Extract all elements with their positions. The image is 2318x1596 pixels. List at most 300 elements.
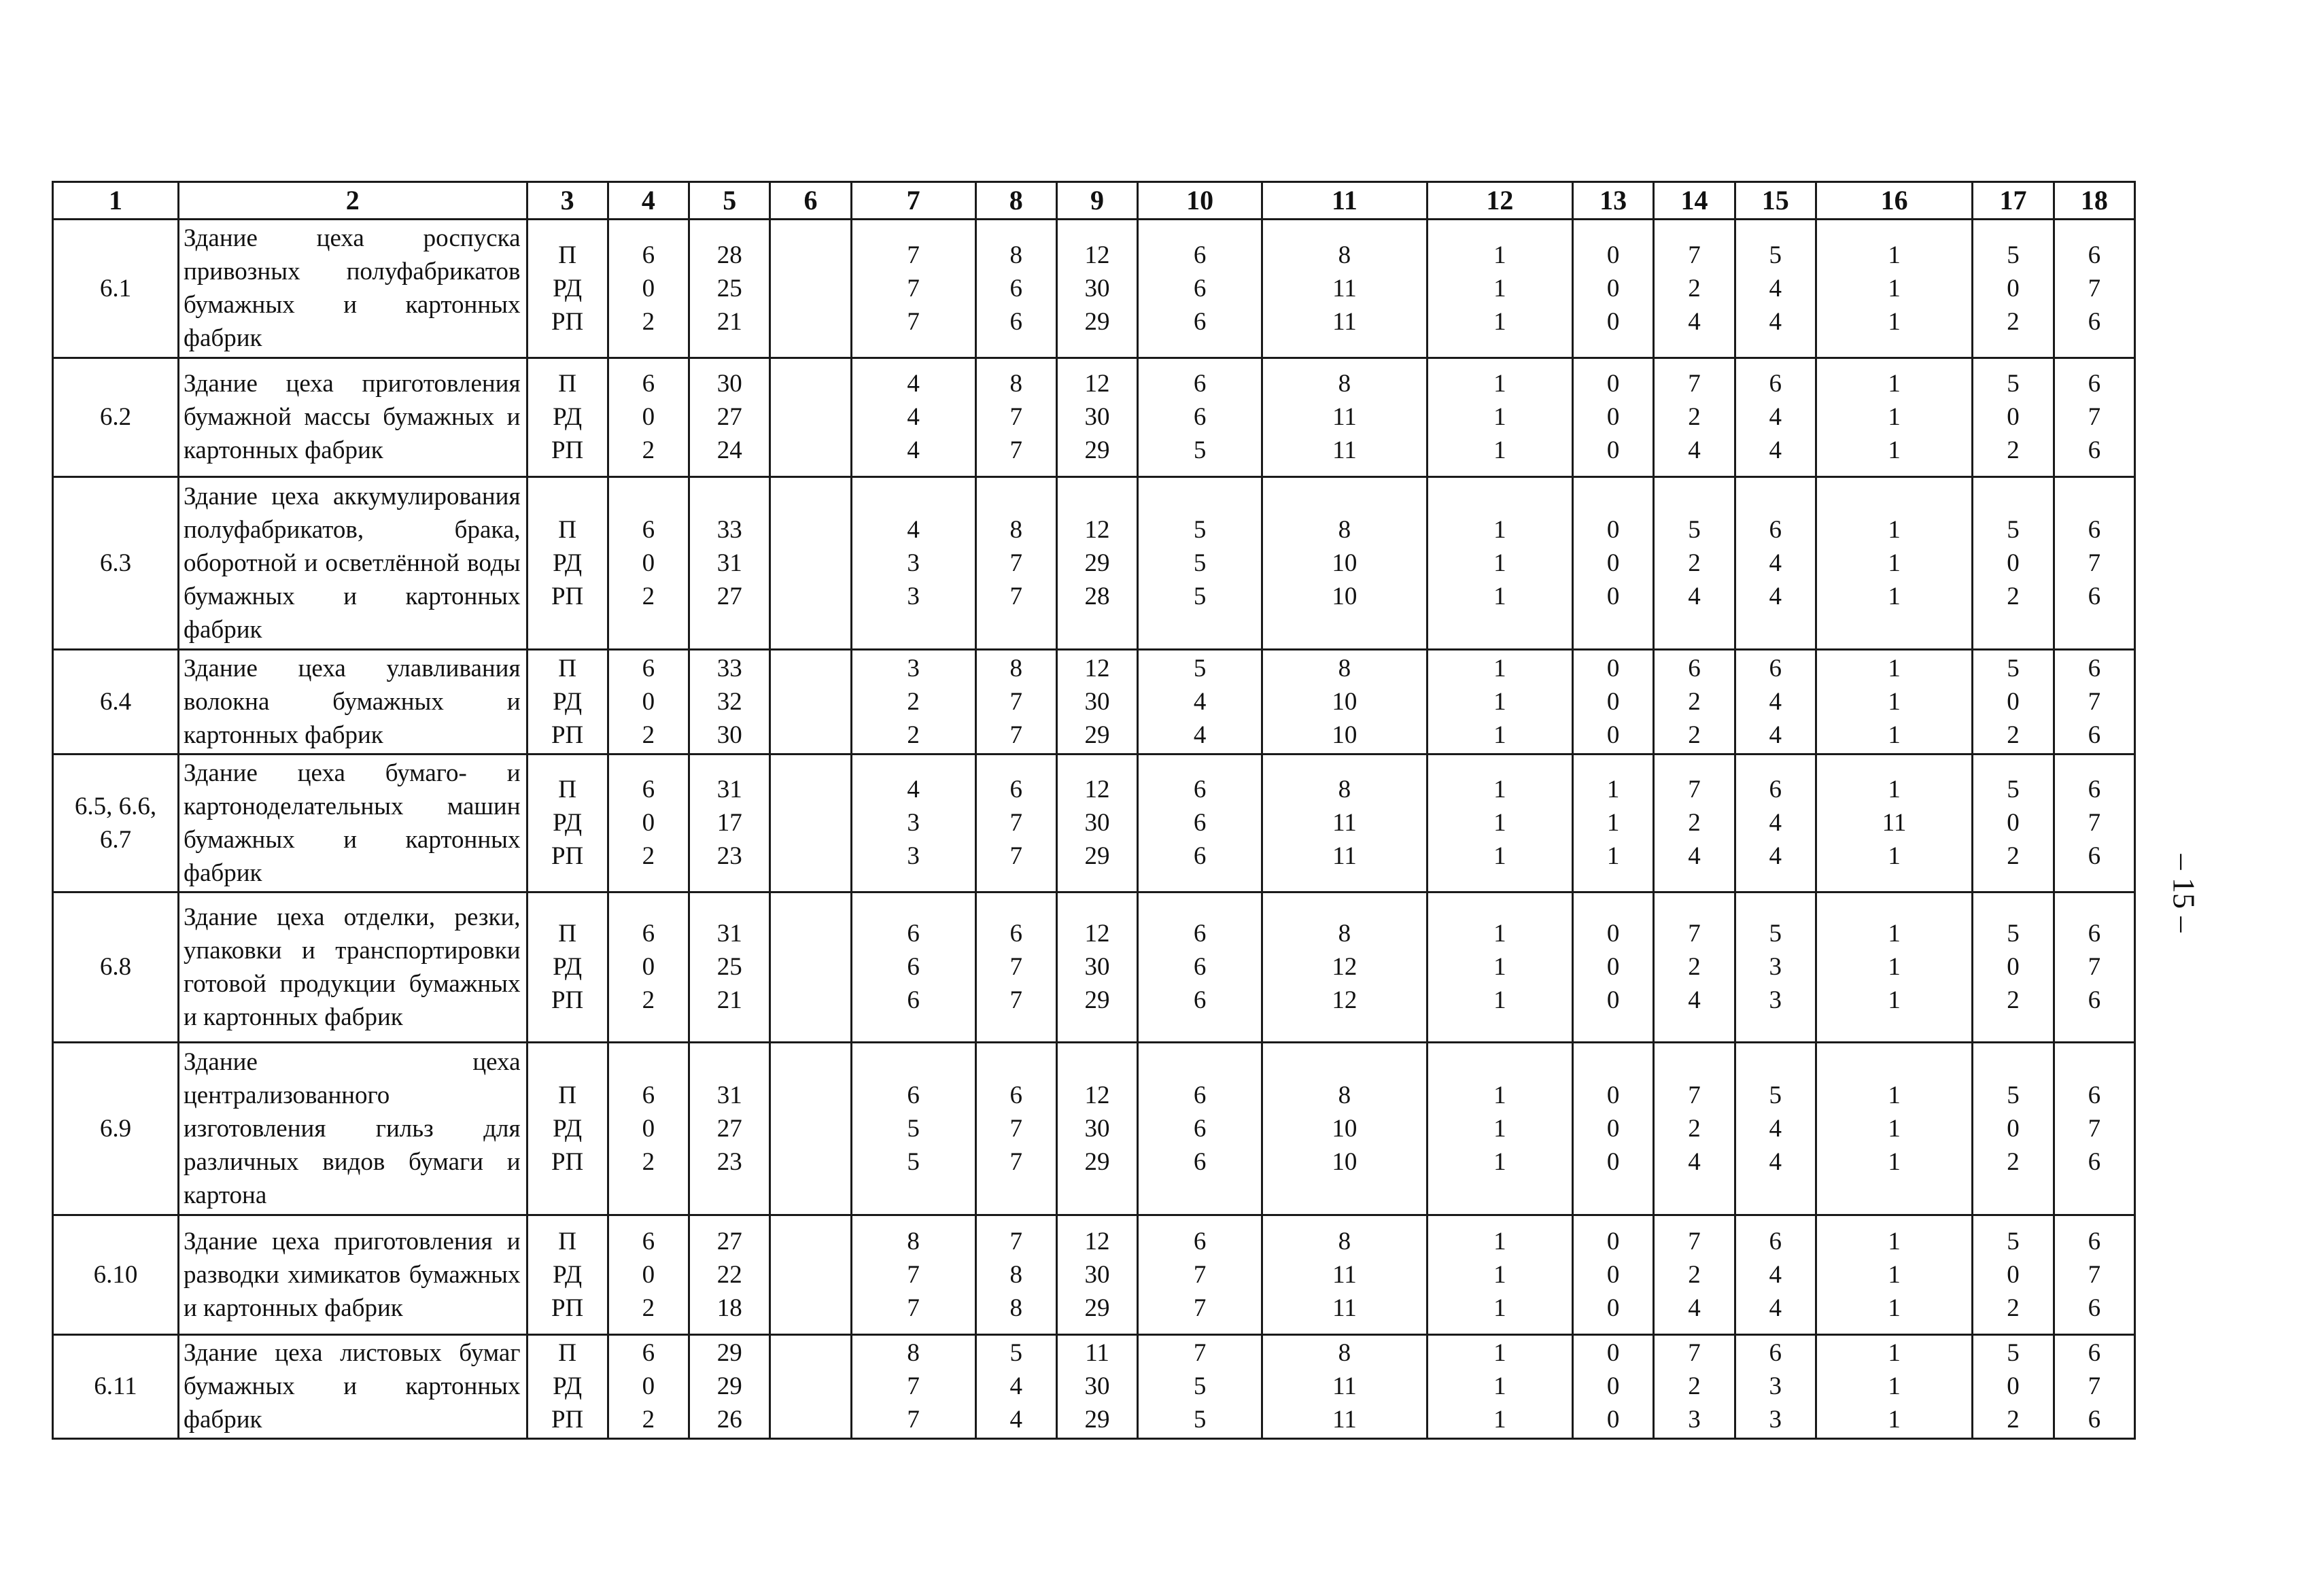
cell-value: 0	[1606, 1114, 1620, 1143]
cell-value: 2	[1688, 721, 1701, 749]
cell-value: 1	[1493, 1227, 1506, 1255]
cell-value: 5	[2007, 370, 2020, 398]
cell-value: 0	[2007, 274, 2020, 302]
cell-value: 1	[1493, 549, 1506, 578]
value-cell-col-15	[1735, 220, 1816, 358]
cell-value: РП	[551, 986, 584, 1015]
value-cell-col-3	[527, 1215, 608, 1334]
cell-value: 6	[642, 516, 655, 544]
value-cell-col-4	[608, 892, 689, 1043]
cell-value: 1	[1493, 687, 1506, 716]
cell-value: П	[558, 1081, 576, 1109]
value-cell-col-6	[770, 1334, 851, 1438]
cell-value: 10	[1332, 1114, 1357, 1143]
cell-value: 0	[642, 809, 655, 837]
cell-value: 8	[1009, 370, 1022, 398]
cell-value: 6	[2088, 307, 2101, 336]
cell-value: 7	[1193, 1260, 1207, 1289]
cell-value: 4	[1688, 1147, 1701, 1176]
cell-value: 0	[1606, 241, 1620, 269]
cell-value: 11	[1332, 842, 1357, 871]
cell-value: 8	[1009, 1294, 1022, 1322]
cell-value: РД	[553, 274, 583, 302]
cell-value: 3	[907, 654, 920, 682]
value-cell-col-13	[1573, 358, 1654, 477]
cell-value: 7	[1193, 1294, 1207, 1322]
cell-value: 8	[1009, 516, 1022, 544]
cell-value: 29	[1084, 1406, 1110, 1434]
row-number: 6.3	[53, 477, 179, 650]
cell-value: 4	[907, 370, 920, 398]
cell-value: 21	[716, 986, 742, 1015]
value-cell-col-14	[1654, 1215, 1735, 1334]
row-number: 6.2	[53, 358, 179, 477]
cell-value: 7	[1009, 687, 1022, 716]
cell-value: 0	[1606, 274, 1620, 302]
value-cell-col-16	[1816, 477, 1972, 650]
row-description: Здание цеха улавливания волокна бумажных и картонных фабрик	[178, 650, 527, 754]
cell-value: 6	[1193, 953, 1207, 982]
value-cell-col-12	[1427, 477, 1572, 650]
value-cell-col-18	[2054, 650, 2134, 754]
cell-value: 4	[1009, 1372, 1022, 1401]
value-cell-col-15	[1735, 1334, 1816, 1438]
cell-value: 8	[1338, 1227, 1351, 1255]
cell-value: 1	[1888, 1294, 1901, 1322]
cell-value: 18	[716, 1294, 742, 1322]
row-description: Здание цеха приготовления и разводки химикатов бумажных и картонных фабрик	[178, 1215, 527, 1334]
cell-value: 1	[1888, 1406, 1901, 1434]
value-cell-col-12	[1427, 1042, 1572, 1215]
value-cell-col-7	[851, 1042, 975, 1215]
header-row	[53, 182, 2135, 220]
value-cell-col-10	[1138, 358, 1262, 477]
cell-value: 28	[716, 241, 742, 269]
cell-value: 7	[2088, 403, 2101, 432]
cell-value: 2	[2007, 842, 2020, 871]
cell-value: 6	[2088, 516, 2101, 544]
header-cell-10: 10	[1138, 182, 1262, 220]
cell-value: 30	[1084, 274, 1110, 302]
value-cell-col-15	[1735, 358, 1816, 477]
cell-value: 1	[1493, 1339, 1506, 1368]
cell-value: 1	[1888, 1114, 1901, 1143]
cell-value: 5	[1009, 1339, 1022, 1368]
cell-value: 6	[2088, 583, 2101, 611]
cell-value: 6	[1193, 1147, 1207, 1176]
cell-value: 1	[1493, 516, 1506, 544]
cell-value: 0	[2007, 403, 2020, 432]
cell-value: 7	[1009, 403, 1022, 432]
cell-value: 7	[1009, 583, 1022, 611]
cell-value: 30	[1084, 809, 1110, 837]
cell-value: 0	[1606, 1372, 1620, 1401]
cell-value: 6	[1193, 842, 1207, 871]
cell-value: 1	[1888, 549, 1901, 578]
cell-value: 2	[1688, 1372, 1701, 1401]
cell-value: 7	[907, 1294, 920, 1322]
value-cell-col-16	[1816, 650, 1972, 754]
cell-value: 0	[2007, 549, 2020, 578]
header-cell-6: 6	[770, 182, 851, 220]
value-cell-col-17	[1973, 1334, 2054, 1438]
cell-value: 7	[1688, 1339, 1701, 1368]
cell-value: 1	[1888, 403, 1901, 432]
cell-value: 1	[1888, 241, 1901, 269]
cell-value: 11	[1332, 1372, 1357, 1401]
value-cell-col-14	[1654, 1334, 1735, 1438]
cell-value: РД	[553, 1114, 583, 1143]
cell-value: 2	[642, 721, 655, 749]
value-cell-col-9	[1056, 754, 1137, 892]
cell-value: РП	[551, 842, 584, 871]
cell-value: 1	[1493, 842, 1506, 871]
cell-value: 7	[1009, 549, 1022, 578]
cell-value: 6	[2088, 920, 2101, 948]
cell-value: 0	[1606, 986, 1620, 1015]
cell-value: 11	[1332, 809, 1357, 837]
cell-value: 7	[907, 1372, 920, 1401]
cell-value: 1	[1888, 1081, 1901, 1109]
value-cell-col-11	[1262, 892, 1428, 1043]
value-cell-col-17	[1973, 220, 2054, 358]
cell-value: 0	[2007, 1114, 2020, 1143]
cell-value: 11	[1332, 307, 1357, 336]
cell-value: 30	[1084, 1114, 1110, 1143]
value-cell-col-15	[1735, 1215, 1816, 1334]
cell-value: 2	[2007, 436, 2020, 465]
value-cell-col-4	[608, 754, 689, 892]
cell-value: 11	[1332, 1260, 1357, 1289]
value-cell-col-5	[689, 1215, 770, 1334]
cell-value: 2	[1688, 809, 1701, 837]
cell-value: 4	[1769, 1147, 1782, 1176]
cell-value: 1	[1888, 986, 1901, 1015]
table-row	[53, 477, 2135, 650]
cell-value: 30	[1084, 687, 1110, 716]
cell-value: 2	[642, 842, 655, 871]
cell-value: 7	[1009, 1147, 1022, 1176]
cell-value: 28	[1084, 583, 1110, 611]
cell-value: 8	[1338, 370, 1351, 398]
cell-value: 7	[1009, 986, 1022, 1015]
cell-value: 5	[1193, 654, 1207, 682]
cell-value: 5	[2007, 1339, 2020, 1368]
cell-value: 11	[1332, 1406, 1357, 1434]
cell-value: 4	[907, 403, 920, 432]
cell-value: 6	[1193, 776, 1207, 804]
cell-value: 7	[1688, 776, 1701, 804]
cell-value: П	[558, 654, 576, 682]
row-number: 6.1	[53, 220, 179, 358]
cell-value: 4	[1769, 1294, 1782, 1322]
value-cell-col-18	[2054, 358, 2134, 477]
cell-value: 2	[642, 583, 655, 611]
cell-value: 1	[1888, 516, 1901, 544]
value-cell-col-18	[2054, 1334, 2134, 1438]
value-cell-col-5	[689, 754, 770, 892]
cell-value: 29	[1084, 986, 1110, 1015]
cell-value: 7	[2088, 953, 2101, 982]
table-row	[53, 650, 2135, 754]
value-cell-col-15	[1735, 1042, 1816, 1215]
cell-value: 5	[2007, 241, 2020, 269]
cell-value: 7	[1688, 920, 1701, 948]
cell-value: 1	[1493, 1372, 1506, 1401]
header-cell-4: 4	[608, 182, 689, 220]
cell-value: 0	[642, 403, 655, 432]
table-row	[53, 1334, 2135, 1438]
cell-value: 12	[1084, 370, 1110, 398]
cell-value: 30	[716, 721, 742, 749]
cell-value: 11	[1332, 1294, 1357, 1322]
page-number: – 15 –	[2166, 854, 2202, 933]
cell-value: 10	[1332, 687, 1357, 716]
cell-value: 1	[1493, 370, 1506, 398]
cell-value: 6	[642, 241, 655, 269]
cell-value: 0	[642, 1372, 655, 1401]
cell-value: 3	[1769, 1406, 1782, 1434]
cell-value: 6	[642, 1339, 655, 1368]
cell-value: 6	[1009, 307, 1022, 336]
cell-value: РД	[553, 1372, 583, 1401]
cell-value: 6	[1193, 403, 1207, 432]
cell-value: 10	[1332, 721, 1357, 749]
value-cell-col-18	[2054, 892, 2134, 1043]
table-body	[53, 220, 2135, 1439]
cell-value: 33	[716, 516, 742, 544]
value-cell-col-11	[1262, 1334, 1428, 1438]
value-cell-col-4	[608, 1042, 689, 1215]
table-header	[53, 182, 2135, 220]
value-cell-col-18	[2054, 754, 2134, 892]
cell-value: 2	[642, 436, 655, 465]
value-cell-col-11	[1262, 754, 1428, 892]
cell-value: 7	[1688, 1227, 1701, 1255]
cell-value: 6	[2088, 436, 2101, 465]
cell-value: 1	[1888, 1227, 1901, 1255]
value-cell-col-5	[689, 1042, 770, 1215]
cell-value: 0	[2007, 953, 2020, 982]
cell-value: 11	[1332, 403, 1357, 432]
cell-value: 0	[1606, 1081, 1620, 1109]
cell-value: РД	[553, 1260, 583, 1289]
cell-value: 4	[1688, 842, 1701, 871]
value-cell-col-10	[1138, 477, 1262, 650]
cell-value: РД	[553, 403, 583, 432]
cell-value: 1	[1888, 274, 1901, 302]
cell-value: 8	[1009, 241, 1022, 269]
cell-value: 4	[907, 776, 920, 804]
value-cell-col-8	[975, 220, 1056, 358]
cell-value: 1	[1493, 920, 1506, 948]
value-cell-col-12	[1427, 754, 1572, 892]
cell-value: 4	[1769, 842, 1782, 871]
cell-value: 4	[1193, 721, 1207, 749]
cell-value: РД	[553, 549, 583, 578]
value-cell-col-5	[689, 358, 770, 477]
cell-value: 25	[716, 274, 742, 302]
value-cell-col-18	[2054, 477, 2134, 650]
cell-value: 0	[1606, 1260, 1620, 1289]
cell-value: 31	[716, 1081, 742, 1109]
cell-value: 0	[1606, 516, 1620, 544]
cell-value: 0	[1606, 721, 1620, 749]
cell-value: 0	[1606, 1339, 1620, 1368]
cell-value: 1	[1493, 403, 1506, 432]
value-cell-col-5	[689, 650, 770, 754]
cell-value: 1	[1606, 776, 1620, 804]
cell-value: 6	[1193, 1114, 1207, 1143]
cell-value: 6	[2088, 1081, 2101, 1109]
cell-value: 6	[642, 654, 655, 682]
cell-value: П	[558, 1227, 576, 1255]
cell-value: 2	[1688, 953, 1701, 982]
cell-value: РП	[551, 1406, 584, 1434]
row-number: 6.10	[53, 1215, 179, 1334]
cell-value: 0	[1606, 549, 1620, 578]
cell-value: 6	[1009, 274, 1022, 302]
cell-value: 6	[1009, 1081, 1022, 1109]
value-cell-col-3	[527, 358, 608, 477]
row-description: Здание цеха отделки, резки, упаковки и транспортировки готовой продукции бумажных и картонных фабрик	[178, 892, 527, 1043]
value-cell-col-4	[608, 650, 689, 754]
cell-value: 6	[2088, 776, 2101, 804]
cell-value: 0	[1606, 654, 1620, 682]
cell-value: 0	[642, 549, 655, 578]
cell-value: 6	[2088, 986, 2101, 1015]
cell-value: 5	[1193, 1372, 1207, 1401]
cell-value: 7	[1009, 436, 1022, 465]
value-cell-col-12	[1427, 358, 1572, 477]
cell-value: 3	[1769, 953, 1782, 982]
cell-value: 11	[1882, 809, 1907, 837]
value-cell-col-9	[1056, 892, 1137, 1043]
value-cell-col-3	[527, 477, 608, 650]
cell-value: 6	[1193, 307, 1207, 336]
value-cell-col-9	[1056, 220, 1137, 358]
cell-value: 4	[1769, 436, 1782, 465]
row-description: Здание цеха бумаго- и картоноделательных машин бумажных и картонных фабрик	[178, 754, 527, 892]
cell-value: 27	[716, 583, 742, 611]
cell-value: 4	[1688, 986, 1701, 1015]
value-cell-col-16	[1816, 892, 1972, 1043]
cell-value: 2	[1688, 687, 1701, 716]
cell-value: 1	[1493, 721, 1506, 749]
value-cell-col-5	[689, 1334, 770, 1438]
cell-value: 1	[1888, 1372, 1901, 1401]
cell-value: 6	[642, 1227, 655, 1255]
value-cell-col-15	[1735, 754, 1816, 892]
value-cell-col-14	[1654, 892, 1735, 1043]
value-cell-col-14	[1654, 754, 1735, 892]
value-cell-col-16	[1816, 1215, 1972, 1334]
cell-value: 0	[1606, 370, 1620, 398]
cell-value: 6	[1193, 274, 1207, 302]
cell-value: 1	[1493, 1147, 1506, 1176]
cell-value: 7	[1009, 953, 1022, 982]
cell-value: 1	[1888, 654, 1901, 682]
value-cell-col-11	[1262, 358, 1428, 477]
value-cell-col-17	[1973, 1215, 2054, 1334]
cell-value: 1	[1888, 842, 1901, 871]
value-cell-col-18	[2054, 220, 2134, 358]
cell-value: 0	[1606, 307, 1620, 336]
cell-value: 2	[2007, 986, 2020, 1015]
cell-value: 4	[1688, 436, 1701, 465]
cell-value: 6	[1193, 370, 1207, 398]
header-cell-2: 2	[178, 182, 527, 220]
cell-value: 7	[1009, 1227, 1022, 1255]
cell-value: РД	[553, 953, 583, 982]
cell-value: 5	[2007, 776, 2020, 804]
cell-value: 7	[2088, 549, 2101, 578]
value-cell-col-12	[1427, 220, 1572, 358]
cell-value: 4	[1688, 583, 1701, 611]
cell-value: 7	[2088, 274, 2101, 302]
cell-value: 8	[1338, 516, 1351, 544]
value-cell-col-9	[1056, 477, 1137, 650]
cell-value: РП	[551, 1147, 584, 1176]
cell-value: 0	[1606, 436, 1620, 465]
value-cell-col-14	[1654, 358, 1735, 477]
cell-value: 29	[1084, 1294, 1110, 1322]
cell-value: 29	[1084, 721, 1110, 749]
value-cell-col-8	[975, 477, 1056, 650]
value-cell-col-13	[1573, 650, 1654, 754]
value-cell-col-14	[1654, 477, 1735, 650]
data-table	[52, 181, 2136, 1440]
value-cell-col-3	[527, 892, 608, 1043]
cell-value: 7	[1009, 1114, 1022, 1143]
cell-value: 0	[642, 1114, 655, 1143]
cell-value: 0	[1606, 583, 1620, 611]
cell-value: 4	[907, 516, 920, 544]
cell-value: 4	[1193, 687, 1207, 716]
cell-value: 8	[1338, 654, 1351, 682]
cell-value: 0	[1606, 687, 1620, 716]
value-cell-col-4	[608, 1334, 689, 1438]
value-cell-col-16	[1816, 1334, 1972, 1438]
cell-value: 32	[716, 687, 742, 716]
cell-value: 0	[2007, 809, 2020, 837]
cell-value: 8	[1338, 241, 1351, 269]
value-cell-col-7	[851, 650, 975, 754]
header-cell-8: 8	[975, 182, 1056, 220]
cell-value: 5	[1769, 1081, 1782, 1109]
header-cell-11: 11	[1262, 182, 1428, 220]
cell-value: 5	[2007, 654, 2020, 682]
cell-value: 4	[1769, 307, 1782, 336]
cell-value: 27	[716, 403, 742, 432]
value-cell-col-10	[1138, 1334, 1262, 1438]
value-cell-col-4	[608, 477, 689, 650]
cell-value: 1	[1888, 1339, 1901, 1368]
cell-value: 0	[642, 687, 655, 716]
cell-value: РД	[553, 687, 583, 716]
value-cell-col-9	[1056, 1334, 1137, 1438]
cell-value: 7	[907, 241, 920, 269]
cell-value: 6	[1769, 370, 1782, 398]
row-description: Здание цеха приготовления бумажной массы бумажных и картонных фабрик	[178, 358, 527, 477]
cell-value: 1	[1493, 986, 1506, 1015]
cell-value: 10	[1332, 549, 1357, 578]
cell-value: 12	[1084, 776, 1110, 804]
cell-value: 6	[2088, 1147, 2101, 1176]
cell-value: 5	[2007, 516, 2020, 544]
value-cell-col-12	[1427, 1334, 1572, 1438]
value-cell-col-7	[851, 1334, 975, 1438]
